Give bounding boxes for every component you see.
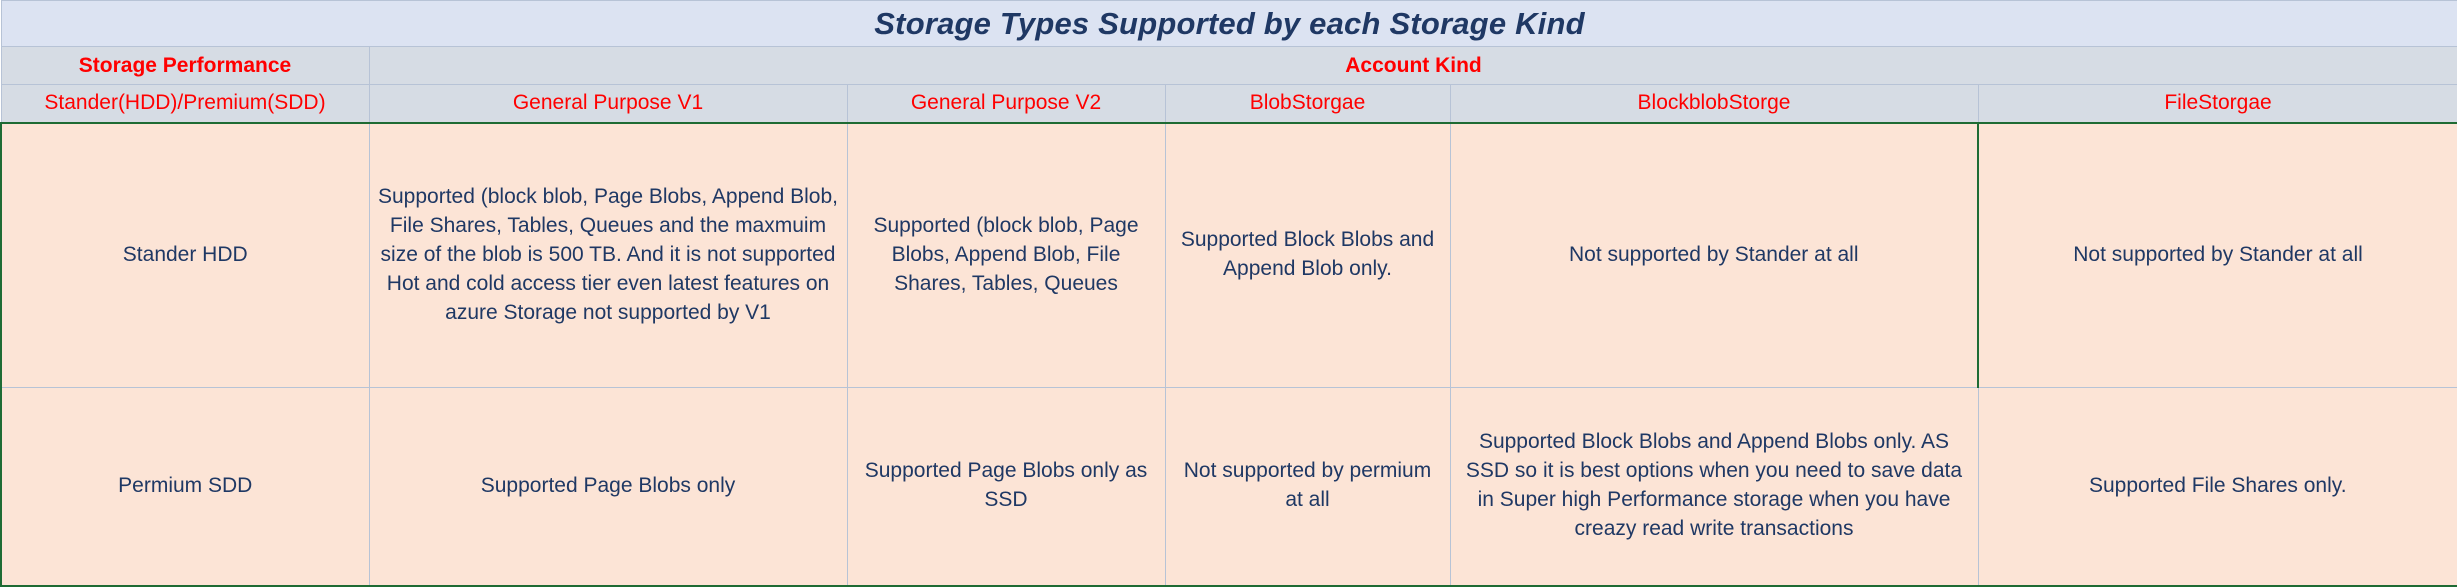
header-performance-sub: Stander(HDD)/Premium(SDD) [1, 85, 369, 123]
cell-stander-gpv1: Supported (block blob, Page Blobs, Append Blob, File Shares, Tables, Queues and the maxmuim size of the blob is 500 TB. And it is not supported Hot and cold access tier even latest features on azure Storage not supported by V1 [369, 123, 847, 388]
header-column-general-purpose-v2: General Purpose V2 [847, 85, 1165, 123]
page-title: Storage Types Supported by each Storage Kind [1, 1, 2457, 47]
cell-permium-gpv2: Supported Page Blobs only as SSD [847, 388, 1165, 586]
cell-permium-blockblobstorage: Supported Block Blobs and Append Blobs only. AS SSD so it is best options when you need to save data in Super high Performance storage when you have creazy read write transactions [1450, 388, 1978, 586]
header-column-blobstorage: BlobStorgae [1165, 85, 1450, 123]
header-storage-performance: Storage Performance [1, 47, 369, 85]
header-column-filestorage: FileStorgae [1978, 85, 2457, 123]
cell-permium-gpv1: Supported Page Blobs only [369, 388, 847, 586]
cell-permium-blobstorage: Not supported by permium at all [1165, 388, 1450, 586]
cell-stander-blockblobstorage: Not supported by Stander at all [1450, 123, 1978, 388]
row-label-stander-hdd: Stander HDD [1, 123, 369, 388]
cell-stander-filestorage: Not supported by Stander at all [1978, 123, 2457, 388]
table-row-header-top [1, 47, 2457, 85]
table-row [1, 388, 2457, 586]
cell-stander-blobstorage: Supported Block Blobs and Append Blob only. [1165, 123, 1450, 388]
table-row [1, 123, 2457, 388]
table-row-header-sub [1, 85, 2457, 123]
cell-permium-filestorage: Supported File Shares only. [1978, 388, 2457, 586]
table-row-title [1, 1, 2457, 47]
header-column-blockblobstorage: BlockblobStorge [1450, 85, 1978, 123]
row-label-permium-sdd: Permium SDD [1, 388, 369, 586]
header-column-general-purpose-v1: General Purpose V1 [369, 85, 847, 123]
cell-stander-gpv2: Supported (block blob, Page Blobs, Append Blob, File Shares, Tables, Queues [847, 123, 1165, 388]
header-account-kind: Account Kind [369, 47, 2457, 85]
